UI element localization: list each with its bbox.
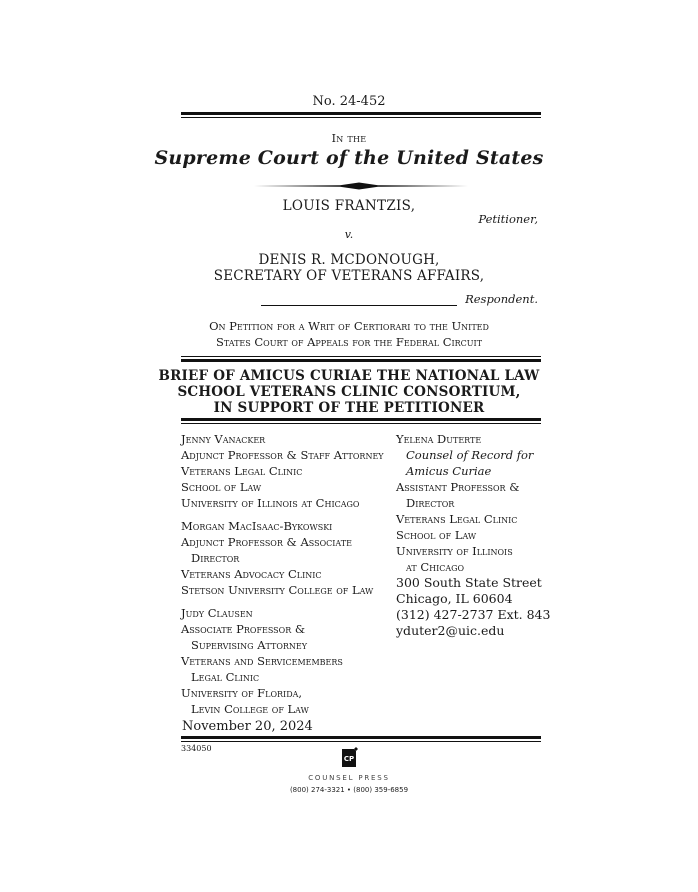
counsel-university: University of Florida, [181,686,303,700]
counsel-clinic: Veterans Advocacy Clinic [181,567,322,581]
counsel-title-continued: Director [191,551,240,565]
counsel-of-record-name: Yelena Duterte [396,432,482,446]
counsel-university: University of Illinois [396,544,513,558]
respondent-title: SECRETARY OF VETERANS AFFAIRS, [213,268,485,284]
counsel-title: Assistant Professor & [396,480,520,494]
brief-title [0,368,698,416]
counsel-name: Jenny Vanacker [181,432,266,446]
brief-title-line-3: IN SUPPORT OF THE PETITIONER [213,400,485,416]
counsel-clinic: Veterans Legal Clinic [181,464,303,478]
respondent-underline [261,305,457,306]
right-counsel-column [396,431,550,639]
counsel-university: University of Illinois at Chicago [181,496,360,510]
counsel-title: Associate Professor & [181,622,306,636]
petitioner-name: LOUIS FRANTZIS, [282,198,416,214]
counsel-clinic-continued: Legal Clinic [191,670,260,684]
street-address: 300 South State Street [396,575,542,590]
left-counsel-column [181,431,384,717]
filing-date: November 20, 2024 [182,719,313,734]
court-name: Supreme Court of the United States [154,147,544,169]
respondent-name: DENIS R. MCDONOUGH, [258,252,440,268]
brief-top-rule-thick [181,359,541,362]
footer-rule-thick [181,736,541,739]
publisher-phones: (800) 274-3321 • (800) 359-6859 [289,786,409,794]
in-the-label: In the [331,132,367,145]
brief-title-line-2: SCHOOL VETERANS CLINIC CONSORTIUM, [177,384,521,400]
counsel-title-continued: Supervising Attorney [191,638,308,652]
counsel-university: Stetson University College of Law [181,583,374,597]
petitioner-role: Petitioner, [478,212,538,226]
counsel-school: School of Law [396,528,477,542]
top-double-rule-thin [181,117,541,118]
counsel-title-continued: Director [406,496,455,510]
counsel-school: School of Law [181,480,262,494]
counsel-clinic: Veterans and Servicemembers [181,654,343,668]
footer-rule-thin [181,741,541,742]
counsel-title: Adjunct Professor & Staff Attorney [181,448,384,462]
counsel-university-continued: Levin College of Law [191,702,309,716]
counsel-university-continued: at Chicago [406,560,465,574]
email-address: yduter2@uic.edu [396,623,505,638]
counsel-of-record-label: Counsel of Record for [406,448,534,462]
brief-top-rule-thin [181,356,541,357]
versus: v. [344,228,354,241]
petition-line-1: On Petition for a Writ of Certiorari to the United [209,319,489,333]
counsel-name: Morgan MacIsaac-Bykowski [181,519,333,533]
docket-number: No. 24-452 [312,94,386,109]
phone-number: (312) 427-2737 Ext. 843 [396,607,551,622]
respondent-role: Respondent. [465,292,538,306]
counsel-title: Adjunct Professor & Associate [181,535,352,549]
counsel-clinic: Veterans Legal Clinic [396,512,518,526]
counsel-press-logo [339,746,359,770]
brief-title-line-1: BRIEF OF AMICUS CURIAE THE NATIONAL LAW [158,368,540,384]
counsel-name: Judy Clausen [181,606,253,620]
publisher-name: COUNSEL PRESS [308,774,390,782]
amicus-curiae-label: Amicus Curiae [406,464,492,478]
petition-description [0,318,698,350]
logo-letters: CP [343,755,355,763]
brief-bottom-rule-thick [181,418,541,421]
ornament-divider [250,182,468,190]
city-state-zip: Chicago, IL 60604 [396,591,513,606]
printer-code: 334050 [181,744,212,753]
petition-line-2: States Court of Appeals for the Federal Circuit [215,335,483,349]
top-double-rule-thick [181,112,541,115]
brief-bottom-rule-thin [181,423,541,424]
